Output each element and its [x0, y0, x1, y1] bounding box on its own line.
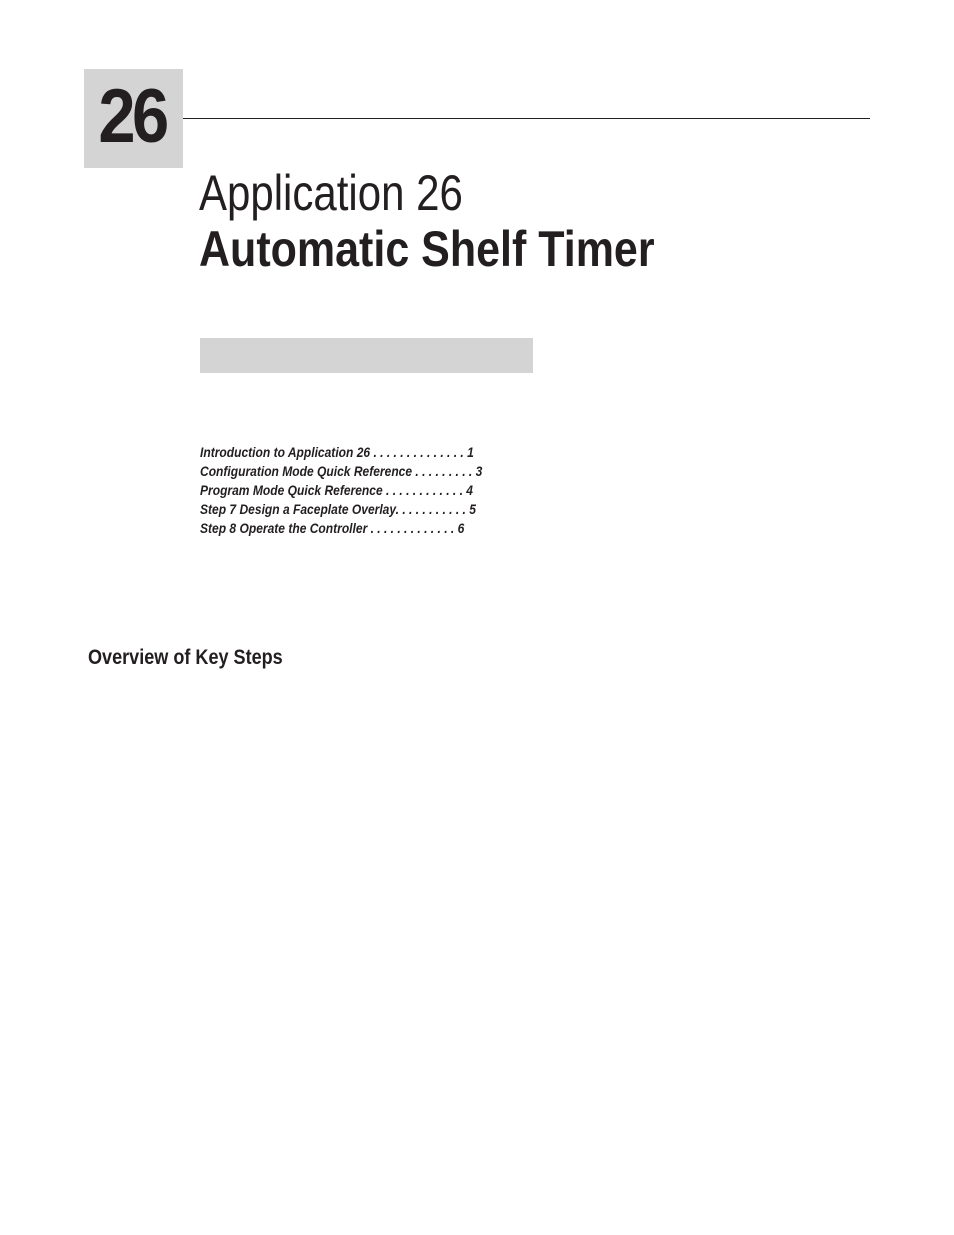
chapter-number: 26 [98, 74, 166, 159]
title-bar-decoration [200, 338, 533, 373]
toc-entry-program-mode[interactable]: Program Mode Quick Reference . . . . . . . . . . . . 4 [200, 482, 473, 498]
toc-entry-step-8[interactable]: Step 8 Operate the Controller . . . . . . . . . . . . . 6 [200, 520, 465, 536]
table-of-contents [200, 443, 600, 538]
header-rule [183, 118, 870, 119]
chapter-title-prefix: Application 26 [199, 165, 463, 221]
toc-entry-configuration-mode[interactable]: Configuration Mode Quick Reference . . . . . . . . . 3 [200, 463, 483, 479]
chapter-number-tab [84, 69, 183, 168]
toc-entry-step-7[interactable]: Step 7 Design a Faceplate Overlay. . . . . . . . . . . 5 [200, 501, 476, 517]
chapter-title: Automatic Shelf Timer [199, 221, 655, 277]
section-heading: Overview of Key Steps [88, 646, 283, 669]
toc-entry-introduction[interactable]: Introduction to Application 26 . . . . . . . . . . . . . . 1 [200, 444, 474, 460]
